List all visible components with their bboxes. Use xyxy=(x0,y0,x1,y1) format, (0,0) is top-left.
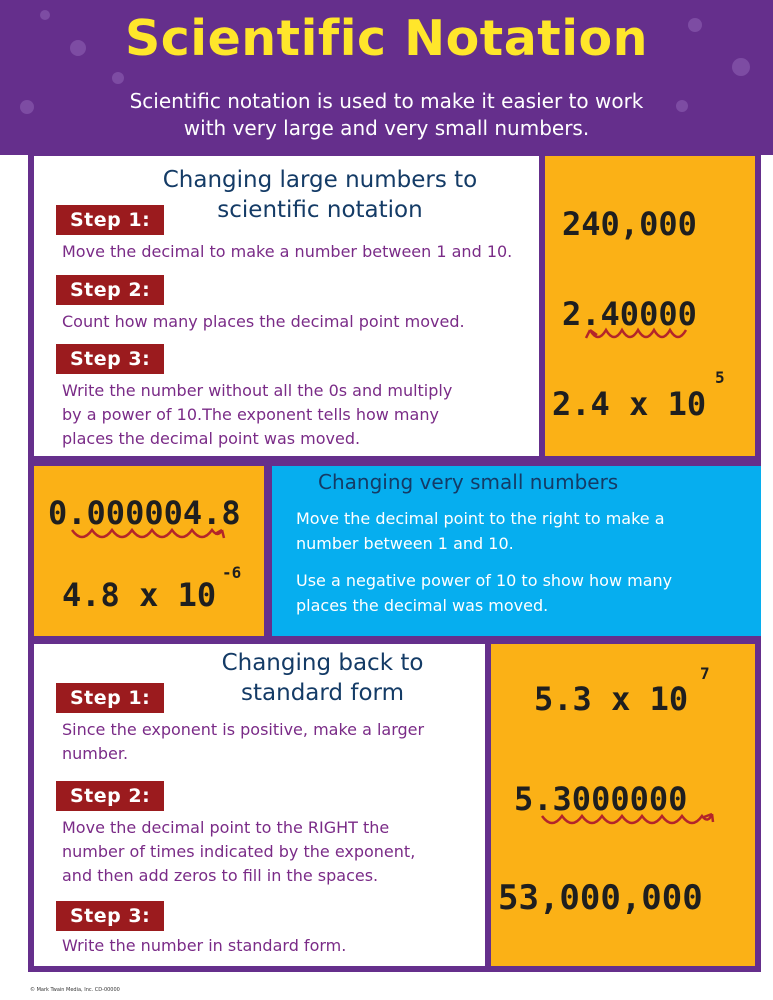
decor-dot xyxy=(112,72,124,84)
text-line: places the decimal was moved. xyxy=(296,596,549,615)
title-line: Changing back to xyxy=(221,650,424,676)
text-line: Since the exponent is positive, make a larger xyxy=(62,720,425,739)
text-line: and then add zeros to fill in the spaces. xyxy=(62,866,379,885)
small-numbers-title: Changing very small numbers xyxy=(318,470,619,494)
text-line: number of times indicated by the exponent, xyxy=(62,842,416,861)
back-step3-label: Step 3: xyxy=(56,901,164,931)
copyright-footer: © Mark Twain Media, Inc. CD-00000 xyxy=(30,987,120,993)
page-title: Scientific Notation xyxy=(124,10,649,67)
back-step2-text xyxy=(62,816,482,888)
text-line: Move the decimal point to the right to make a xyxy=(296,509,665,528)
small-result: 4.8 x 10 xyxy=(62,576,217,614)
text-line: Write the number without all the 0s and multiply xyxy=(62,381,453,400)
standard-result: 53,000,000 xyxy=(498,878,703,918)
standard-start: 5.3 x 10 xyxy=(534,680,689,718)
large-step3-text xyxy=(62,379,537,451)
standard-form-title xyxy=(160,648,485,708)
text-line: Use a negative power of 10 to show how many xyxy=(296,571,673,590)
text-line: places the decimal point was moved. xyxy=(62,429,361,448)
text-line: number. xyxy=(62,744,129,763)
small-result-exponent: -6 xyxy=(222,563,242,582)
large-step2-label: Step 2: xyxy=(56,275,164,305)
small-text-2 xyxy=(296,568,756,618)
large-step1-text: Move the decimal to make a number between 1 and 10. xyxy=(62,242,513,261)
subtitle-line: with very large and very small numbers. xyxy=(183,116,590,140)
standard-moved-number: 5.3000000 xyxy=(514,780,688,818)
back-step1-label: Step 1: xyxy=(56,683,164,713)
decimal-move-arrow xyxy=(70,522,230,552)
back-step1-text xyxy=(62,718,482,766)
title-line: standard form xyxy=(241,680,404,706)
back-step3-text: Write the number in standard form. xyxy=(62,936,347,955)
small-number: 0.000004.8 xyxy=(48,494,241,532)
text-line: Move the decimal point to the RIGHT the xyxy=(62,818,390,837)
large-numbers-title xyxy=(120,165,520,225)
subtitle-line: Scientific notation is used to make it easier to work xyxy=(129,89,644,113)
large-step3-label: Step 3: xyxy=(56,344,164,374)
standard-start-exponent: 7 xyxy=(700,664,710,683)
title-line: scientific notation xyxy=(217,197,423,223)
page-subtitle xyxy=(0,88,773,142)
large-step1-label: Step 1: xyxy=(56,205,164,235)
text-line: number between 1 and 10. xyxy=(296,534,514,553)
text-line: by a power of 10.The exponent tells how many xyxy=(62,405,439,424)
large-moved-number: 2.40000 xyxy=(562,295,697,333)
large-result-exponent: 5 xyxy=(715,368,725,387)
header-banner xyxy=(0,0,773,155)
decimal-move-arrow xyxy=(588,322,698,352)
decimal-move-arrow xyxy=(540,808,720,838)
small-text-1 xyxy=(296,506,756,556)
back-step2-label: Step 2: xyxy=(56,781,164,811)
title-line: Changing large numbers to xyxy=(162,167,478,193)
large-number: 240,000 xyxy=(562,205,697,243)
large-result: 2.4 x 10 xyxy=(552,385,707,423)
large-step2-text: Count how many places the decimal point moved. xyxy=(62,312,465,331)
